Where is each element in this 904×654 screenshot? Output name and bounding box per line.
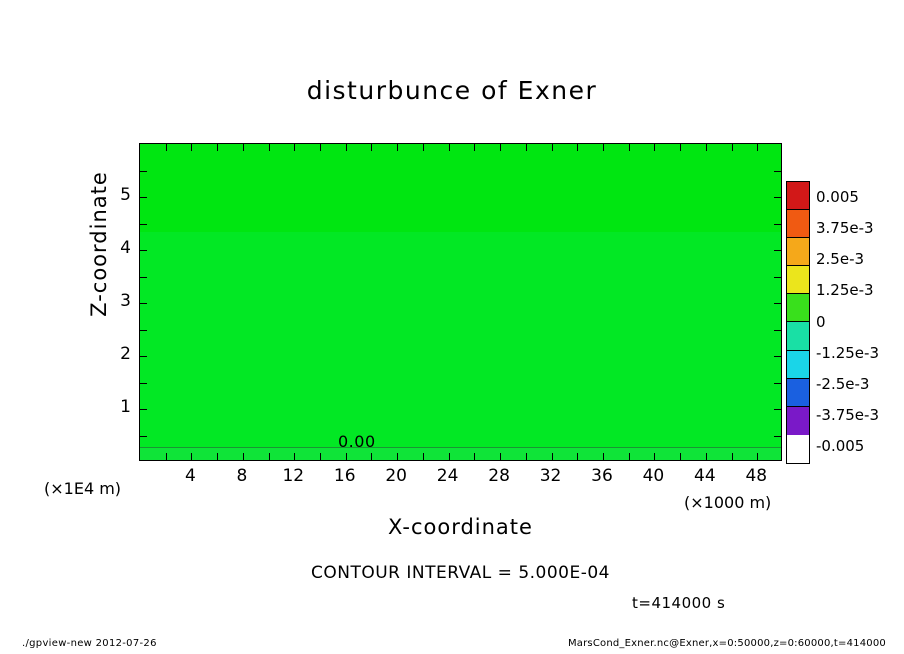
x-tick-label: 48: [745, 466, 768, 486]
x-tick-mark: [397, 144, 398, 151]
colorbar-segment: [787, 294, 809, 322]
x-tick-label: 4: [185, 466, 196, 486]
x-tick-mark: [243, 144, 244, 151]
x-tick-mark: [346, 453, 347, 460]
y-tick-mark: [774, 250, 781, 251]
x-tick-mark: [706, 453, 707, 460]
y-axis-title: Z-coordinate: [87, 171, 111, 317]
y-tick-mark: [774, 409, 781, 410]
x-axis-unit: (×1000 m): [684, 493, 772, 512]
x-tick-mark: [474, 144, 475, 151]
colorbar-tick-label: 1.25e-3: [816, 281, 874, 300]
x-tick-label: 16: [333, 466, 356, 486]
x-tick-mark: [552, 144, 553, 151]
x-tick-mark: [732, 144, 733, 151]
x-tick-label: 32: [539, 466, 562, 486]
x-tick-mark: [166, 144, 167, 151]
x-tick-mark: [526, 144, 527, 151]
colorbar-tick-label: -0.005: [816, 437, 865, 456]
y-tick-label: 2: [120, 344, 131, 364]
x-tick-mark: [603, 453, 604, 460]
colorbar-tick-label: 0.005: [816, 187, 859, 206]
colorbar-segment: [787, 379, 809, 407]
y-tick-label: 1: [120, 397, 131, 417]
x-tick-mark: [577, 453, 578, 460]
y-tick-mark: [774, 224, 781, 225]
x-tick-mark: [474, 453, 475, 460]
y-tick-mark: [140, 383, 147, 384]
x-tick-mark: [500, 144, 501, 151]
x-tick-mark: [526, 453, 527, 460]
x-tick-mark: [191, 453, 192, 460]
colorbar: [786, 181, 810, 464]
x-tick-mark: [552, 453, 553, 460]
x-tick-mark: [706, 144, 707, 151]
x-tick-label: 40: [642, 466, 665, 486]
x-tick-mark: [449, 453, 450, 460]
y-tick-mark: [140, 330, 147, 331]
colorbar-segment: [787, 266, 809, 294]
colorbar-tick-label: -1.25e-3: [816, 343, 879, 362]
y-tick-mark: [140, 197, 147, 198]
x-tick-mark: [423, 144, 424, 151]
x-tick-mark: [294, 453, 295, 460]
y-tick-mark: [140, 409, 147, 410]
x-tick-label: 24: [436, 466, 459, 486]
y-tick-mark: [774, 303, 781, 304]
colorbar-segment: [787, 351, 809, 379]
x-tick-mark: [243, 453, 244, 460]
footer-right-text: MarsCond_Exner.nc@Exner,x=0:50000,z=0:60000,t=414000: [567, 638, 886, 649]
y-tick-mark: [774, 436, 781, 437]
x-tick-label: 36: [591, 466, 613, 486]
colorbar-tick-label: 3.75e-3: [816, 218, 874, 237]
y-tick-mark: [140, 436, 147, 437]
x-tick-mark: [371, 144, 372, 151]
x-tick-label: 8: [236, 466, 248, 486]
x-tick-mark: [680, 144, 681, 151]
y-tick-mark: [774, 330, 781, 331]
x-tick-mark: [654, 453, 655, 460]
y-tick-label: 3: [120, 291, 131, 311]
x-tick-mark: [166, 453, 167, 460]
contour-line-zero: [140, 447, 781, 448]
x-tick-label: 20: [385, 466, 407, 486]
x-tick-mark: [577, 144, 578, 151]
y-tick-label: 5: [120, 185, 131, 205]
colorbar-tick-label: -3.75e-3: [816, 406, 879, 425]
x-tick-mark: [320, 453, 321, 460]
x-tick-mark: [191, 144, 192, 151]
x-tick-mark: [603, 144, 604, 151]
x-tick-mark: [371, 453, 372, 460]
y-tick-mark: [140, 303, 147, 304]
colorbar-tick-label: 0: [816, 312, 826, 331]
x-tick-label: 28: [488, 466, 510, 486]
x-tick-mark: [449, 144, 450, 151]
footer-left-text: ./gpview-new 2012-07-26: [22, 638, 157, 649]
x-tick-mark: [757, 144, 758, 151]
x-tick-mark: [654, 144, 655, 151]
y-tick-mark: [140, 224, 147, 225]
colorbar-segment: [787, 407, 809, 435]
x-tick-label: 12: [282, 466, 305, 486]
x-tick-mark: [217, 144, 218, 151]
chart-title: disturbunce of Exner: [306, 76, 598, 105]
colorbar-segment: [787, 238, 809, 266]
x-tick-mark: [757, 453, 758, 460]
field-band-lower: [140, 447, 781, 461]
colorbar-segment: [787, 210, 809, 238]
colorbar-segment: [787, 322, 809, 350]
field-band-middle: [140, 232, 781, 447]
y-tick-mark: [140, 171, 147, 172]
colorbar-tick-label: 2.5e-3: [816, 250, 865, 269]
field-band-upper: [140, 144, 781, 232]
y-tick-mark: [140, 277, 147, 278]
x-tick-mark: [629, 453, 630, 460]
contour-line-label: 0.00: [338, 432, 376, 451]
contour-interval-text: CONTOUR INTERVAL = 5.000E-04: [311, 563, 610, 583]
x-tick-mark: [680, 453, 681, 460]
x-tick-mark: [629, 144, 630, 151]
x-tick-mark: [423, 453, 424, 460]
plot-area: [139, 143, 782, 461]
y-tick-mark: [774, 356, 781, 357]
x-tick-mark: [269, 144, 270, 151]
colorbar-tick-label: -2.5e-3: [816, 374, 870, 393]
x-tick-mark: [732, 453, 733, 460]
y-tick-mark: [140, 250, 147, 251]
x-tick-mark: [294, 144, 295, 151]
x-tick-mark: [320, 144, 321, 151]
y-tick-mark: [774, 383, 781, 384]
y-tick-mark: [774, 171, 781, 172]
x-tick-label: 44: [694, 466, 716, 486]
colorbar-segment: [787, 182, 809, 210]
y-tick-label: 4: [120, 238, 131, 258]
y-tick-mark: [774, 197, 781, 198]
y-axis-unit: (×1E4 m): [44, 479, 122, 498]
x-tick-mark: [397, 453, 398, 460]
x-tick-mark: [217, 453, 218, 460]
x-axis-title: X-coordinate: [388, 515, 533, 539]
x-tick-mark: [346, 144, 347, 151]
x-tick-mark: [269, 453, 270, 460]
x-tick-mark: [500, 453, 501, 460]
y-tick-mark: [140, 356, 147, 357]
y-tick-mark: [774, 277, 781, 278]
time-stamp: t=414000 s: [632, 594, 726, 612]
